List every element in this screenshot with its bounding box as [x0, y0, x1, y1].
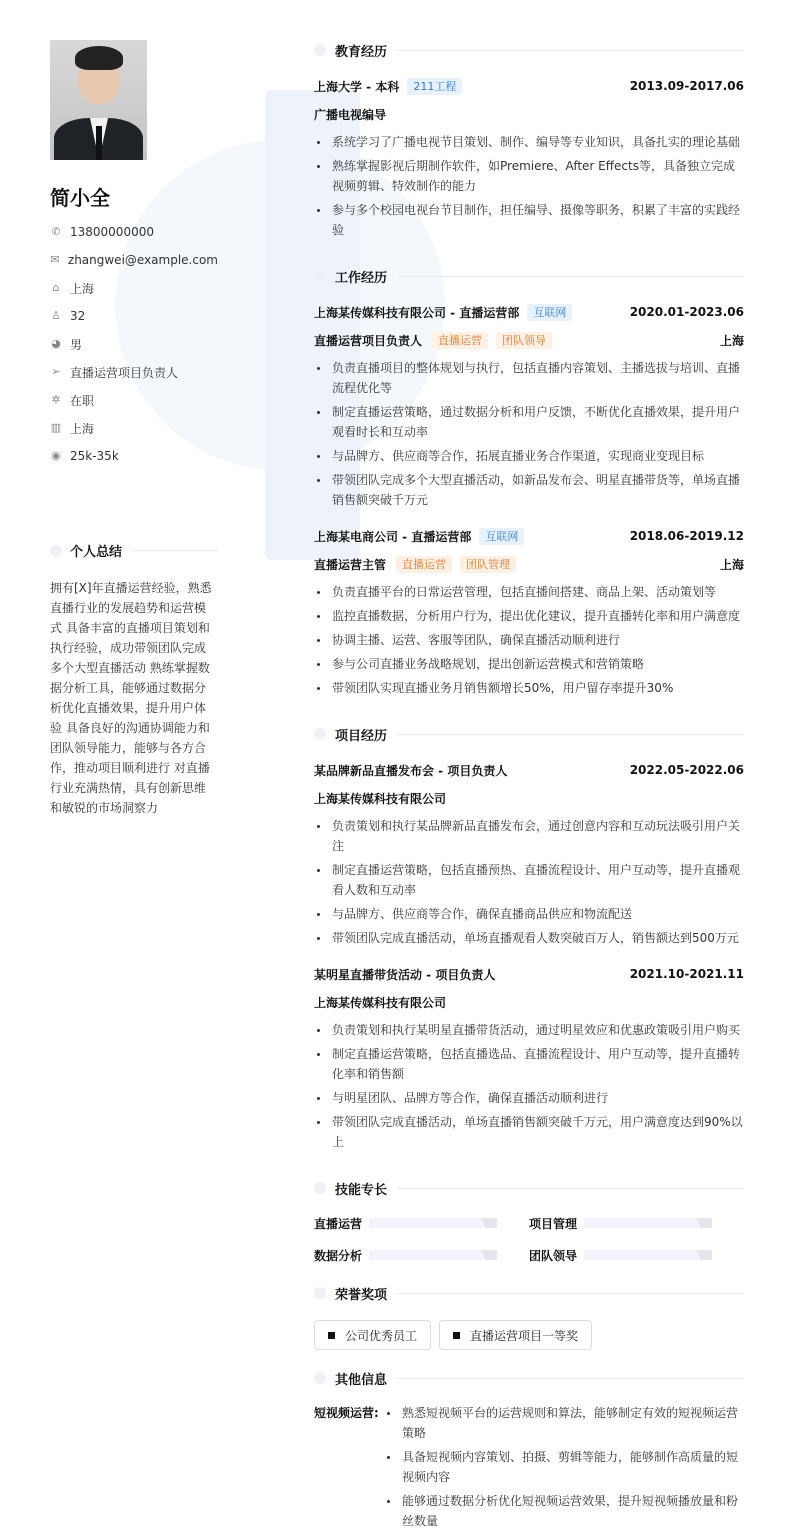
other-info	[314, 1403, 744, 1531]
education-heading: 教育经历	[314, 40, 744, 60]
list-item: 系统学习了广播电视节目策划、制作、编导等专业知识，具备扎实的理论基础	[314, 132, 744, 152]
profile-column	[50, 40, 218, 470]
home-icon: ⌂	[52, 281, 60, 294]
building-icon: ▥	[50, 421, 62, 434]
job-company: 上海某传媒科技有限公司 - 直播运营部	[314, 305, 520, 320]
industry-tag: 互联网	[527, 304, 572, 321]
mail-icon: ✉	[50, 253, 60, 266]
list-item: 熟练掌握影视后期制作软件，如Premiere、After Effects等，具备独立完成视频剪辑、特效制作的能力	[314, 156, 744, 196]
info-position: ➢ 直播运营项目负责人	[51, 365, 179, 380]
skill-tag: 团队管理	[460, 556, 516, 573]
status-icon: ✲	[51, 393, 61, 406]
other-bullets	[384, 1403, 744, 1531]
send-icon: ➢	[51, 365, 61, 378]
section-dot-icon	[50, 545, 62, 557]
section-dot-icon	[314, 44, 326, 56]
list-item: 带领团队完成直播活动，单场直播观看人数突破百万人，销售额达到500万元	[314, 928, 744, 948]
gender-icon: ◕	[51, 337, 61, 350]
education-section	[314, 40, 744, 240]
other-heading: 其他信息	[314, 1368, 744, 1388]
list-item: 与品牌方、供应商等合作，拓展直播业务合作渠道，实现商业变现目标	[314, 446, 744, 466]
summary-text: 拥有[X]年直播运营经验，熟悉直播行业的发展趋势和运营模式 具备丰富的直播项目策划和执行经验，成功带领团队完成多个大型直播活动 熟练掌握数据分析工具，能够通过数据分析优化直播效果，提升用户体验 具备良好的沟通协调能力和团队领导能力，能够与各方合作，推动项目顺利进行 对直播行业充满热情，具有创新思维和敏锐的市场洞察力	[50, 581, 212, 815]
phone-icon: ✆	[51, 225, 61, 238]
job-city: 上海	[719, 557, 744, 572]
job-role: 直播运营项目负责人	[314, 333, 423, 348]
list-item: 具备短视频内容策划、拍摄、剪辑等能力，能够制作高质量的短视频内容	[384, 1447, 744, 1487]
square-icon	[328, 1332, 335, 1339]
skill-bar	[584, 1250, 712, 1260]
job-date: 2020.01-2023.06	[629, 305, 744, 319]
school-tag: 211工程	[407, 78, 462, 95]
list-item: 参与多个校园电视台节目制作，担任编导、摄像等职务，积累了丰富的实践经验	[314, 200, 744, 240]
info-salary: ◉ 25k-35k	[51, 449, 119, 463]
project-date: 2022.05-2022.06	[629, 763, 744, 777]
skills-row	[314, 1213, 744, 1233]
project-header	[314, 964, 744, 984]
job-header	[314, 302, 744, 322]
profile-name: 简小全	[50, 186, 110, 210]
list-item: 与品牌方、供应商等合作，确保直播商品供应和物流配送	[314, 904, 744, 924]
section-dot-icon	[314, 728, 326, 740]
list-item: 带领团队完成直播活动，单场直播销售额突破千万元，用户满意度达到90%以上	[314, 1112, 744, 1152]
info-age: ♙ 32	[51, 309, 86, 323]
job-role-row	[314, 554, 744, 574]
list-item: 负责策划和执行某明星直播带货活动，通过明星效应和优惠政策吸引用户购买	[314, 1020, 744, 1040]
project-name: 某明星直播带货活动 - 项目负责人	[314, 967, 496, 982]
education-header	[314, 76, 744, 96]
award-badge: 公司优秀员工	[314, 1320, 431, 1350]
summary-heading: 个人总结	[50, 541, 218, 560]
skill-tag: 团队领导	[496, 332, 552, 349]
skills-section	[314, 1178, 744, 1265]
skill-item: 直播运营	[314, 1215, 529, 1232]
project-name: 某品牌新品直播发布会 - 项目负责人	[314, 763, 508, 778]
skill-item: 项目管理	[529, 1215, 744, 1232]
project-company: 上海某传媒科技有限公司	[314, 791, 447, 806]
list-item: 负责直播平台的日常运营管理，包括直播间搭建、商品上架、活动策划等	[314, 582, 744, 602]
skill-bar	[584, 1218, 712, 1228]
job-header	[314, 526, 744, 546]
job-bullets	[314, 358, 744, 510]
education-date: 2013.09-2017.06	[629, 79, 744, 93]
list-item: 带领团队完成多个大型直播活动，如新品发布会、明星直播带货等，单场直播销售额突破千万元	[314, 470, 744, 510]
section-dot-icon	[314, 1287, 326, 1299]
education-bullets	[314, 132, 744, 240]
cake-icon: ♙	[51, 309, 61, 322]
project-heading: 项目经历	[314, 724, 744, 744]
list-item: 能够通过数据分析优化短视频运营效果，提升短视频播放量和粉丝数量	[384, 1491, 744, 1531]
skill-tag: 直播运营	[432, 332, 488, 349]
list-item: 参与公司直播业务战略规划，提出创新运营模式和营销策略	[314, 654, 744, 674]
awards-heading: 荣誉奖项	[314, 1283, 744, 1303]
list-item: 制定直播运营策略，包括直播选品、直播流程设计、用户互动等，提升直播转化率和销售额	[314, 1044, 744, 1084]
list-item: 带领团队实现直播业务月销售额增长50%，用户留存率提升30%	[314, 678, 744, 698]
skill-item: 数据分析	[314, 1247, 529, 1264]
job-date: 2018.06-2019.12	[629, 529, 744, 543]
list-item: 制定直播运营策略，通过数据分析和用户反馈，不断优化直播效果，提升用户观看时长和互动率	[314, 402, 744, 442]
award-badge: 直播运营项目一等奖	[439, 1320, 592, 1350]
education-major: 广播电视编导	[314, 107, 387, 122]
job-role: 直播运营主管	[314, 557, 387, 572]
awards-section	[314, 1283, 744, 1350]
square-icon	[453, 1332, 460, 1339]
project-date: 2021.10-2021.11	[629, 967, 744, 981]
skill-bar	[369, 1218, 497, 1228]
other-section	[314, 1368, 744, 1531]
education-major-row	[314, 104, 744, 124]
skill-bar	[369, 1250, 497, 1260]
section-dot-icon	[314, 1182, 326, 1194]
info-location: ⌂ 上海	[50, 274, 218, 302]
list-item: 负责策划和执行某品牌新品直播发布会，通过创意内容和互动玩法吸引用户关注	[314, 816, 744, 856]
work-heading: 工作经历	[314, 266, 744, 286]
section-dot-icon	[314, 270, 326, 282]
info-email: ✉ zhangwei@example.com	[50, 253, 218, 267]
skill-tag: 直播运营	[396, 556, 452, 573]
info-phone: ✆ 13800000000	[51, 225, 154, 239]
list-item: 熟悉短视频平台的运营规则和算法，能够制定有效的短视频运营策略	[384, 1403, 744, 1443]
avatar	[50, 40, 147, 160]
section-dot-icon	[314, 1372, 326, 1384]
other-key: 短视频运营:	[314, 1406, 379, 1420]
info-city: ▥ 上海	[50, 421, 95, 436]
project-company-row	[314, 992, 744, 1012]
list-item: 制定直播运营策略，包括直播预热、直播流程设计、用户互动等，提升直播观看人数和互动率	[314, 860, 744, 900]
skills-heading: 技能专长	[314, 1178, 744, 1198]
coin-icon: ◉	[51, 449, 61, 462]
school-name: 上海大学 - 本科	[314, 79, 400, 94]
project-section	[314, 724, 744, 1152]
project-company: 上海某传媒科技有限公司	[314, 995, 447, 1010]
industry-tag: 互联网	[479, 528, 524, 545]
project-header	[314, 760, 744, 780]
list-item: 与明星团队、品牌方等合作，确保直播活动顺利进行	[314, 1088, 744, 1108]
job-bullets	[314, 582, 744, 698]
awards-list	[314, 1320, 744, 1350]
list-item: 监控直播数据，分析用户行为，提出优化建议，提升直播转化率和用户满意度	[314, 606, 744, 626]
skill-item: 团队领导	[529, 1247, 744, 1264]
info-gender: ◕ 男	[51, 337, 83, 352]
project-company-row	[314, 788, 744, 808]
contact-list	[50, 218, 218, 470]
project-bullets	[314, 1020, 744, 1152]
work-section	[314, 266, 744, 698]
skills-row	[314, 1245, 744, 1265]
info-status: ✲ 在职	[51, 393, 95, 408]
job-city: 上海	[719, 333, 744, 348]
project-bullets	[314, 816, 744, 948]
job-company: 上海某电商公司 - 直播运营部	[314, 529, 472, 544]
list-item: 负责直播项目的整体规划与执行，包括直播内容策划、主播选拔与培训、直播流程优化等	[314, 358, 744, 398]
job-role-row	[314, 330, 744, 350]
list-item: 协调主播、运营、客服等团队，确保直播活动顺利进行	[314, 630, 744, 650]
